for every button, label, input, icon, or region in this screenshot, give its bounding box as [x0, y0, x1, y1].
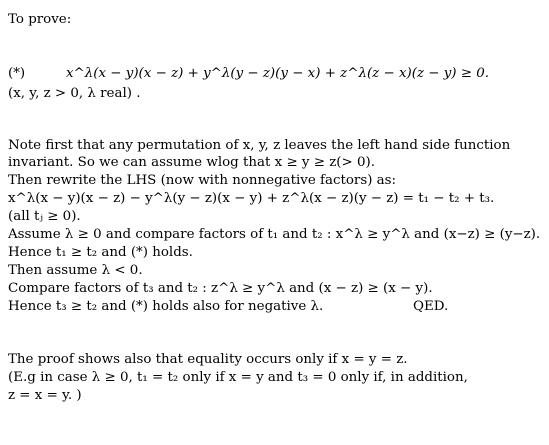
proof-line-7: Hence t₁ ≥ t₂ and (*) holds. — [8, 245, 193, 260]
proof-line-5: (all tⱼ ≥ 0). — [8, 209, 81, 224]
proof-line-4: x^λ(x − y)(x − z) − y^λ(y − z)(x − y) + z^λ(x − z)(y − z) = t₁ − t₂ + t₃. — [8, 191, 495, 206]
claim-inequality: x^λ(x − y)(x − z) + y^λ(y − z)(y − x) + z^λ(z − x)(z − y) ≥ 0. — [66, 66, 490, 81]
claim-label: (*) — [8, 66, 26, 81]
proof-line-1: Note first that any permutation of x, y, z leaves the left hand side function — [8, 138, 511, 153]
closing-line-2: (E.g in case λ ≥ 0, t₁ = t₂ only if x = y and t₃ = 0 only if, in addition, — [8, 370, 468, 385]
closing-line-3: z = x = y. ) — [8, 388, 82, 403]
proof-line-8: Then assume λ < 0. — [8, 263, 143, 278]
proof-line-2: invariant. So we can assume wlog that x ≥ y ≥ z(> 0). — [8, 155, 375, 170]
proof-line-6: Assume λ ≥ 0 and compare factors of t₁ and t₂ : x^λ ≥ y^λ and (x−z) ≥ (y−z). — [8, 227, 541, 242]
qed-mark: QED. — [413, 299, 449, 314]
proof-line-3: Then rewrite the LHS (now with nonnegative factors) as: — [8, 173, 397, 188]
claim-conditions: (x, y, z > 0, λ real) . — [8, 86, 141, 101]
proof-line-10: Hence t₃ ≥ t₂ and (*) holds also for negative λ. — [8, 299, 324, 314]
closing-line-1: The proof shows also that equality occurs only if x = y = z. — [8, 352, 408, 367]
heading: To prove: — [8, 12, 72, 27]
proof-line-9: Compare factors of t₃ and t₂ : z^λ ≥ y^λ and (x − z) ≥ (x − y). — [8, 281, 433, 296]
